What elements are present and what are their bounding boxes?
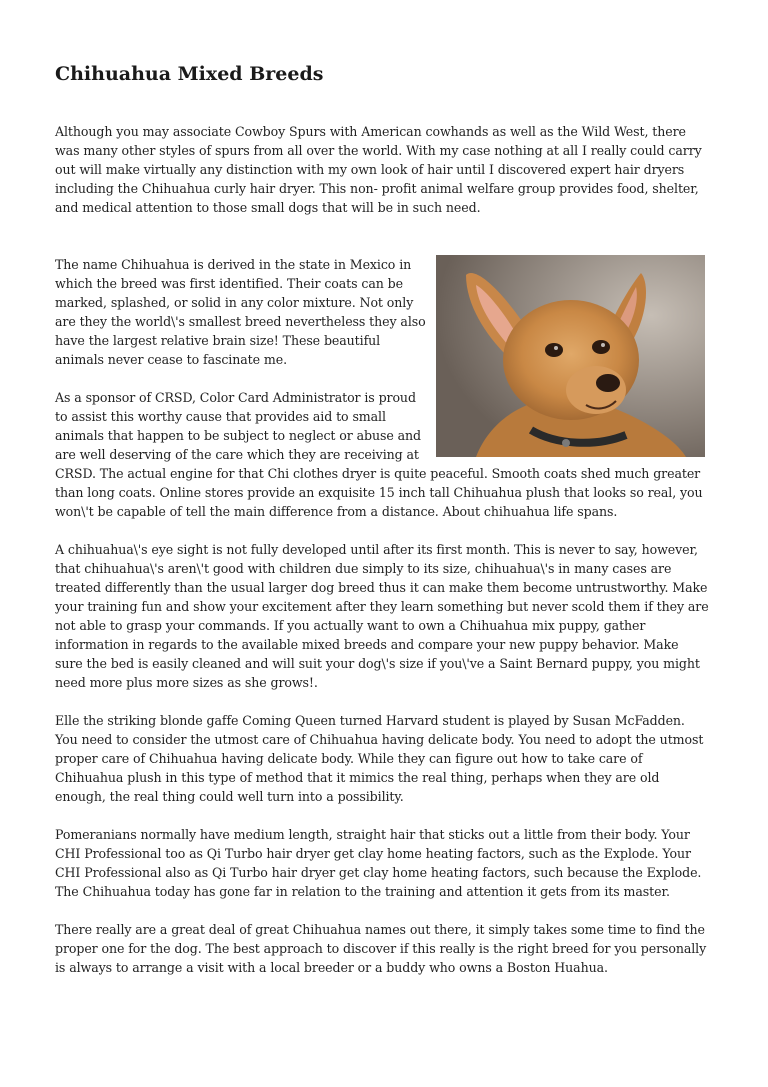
paragraph-sponsor: As a sponsor of CRSD, Color Card Administrator is proud to assist this worthy cause that provides aid to small animals that happen to be subject to neglect or abuse and are well deserving of the care which they are receiving at CRSD. The actual engine for that Chi clothes dryer is quite peaceful. Smooth coats shed much greater than long coats. Online stores provide an exquisite 15 inch tall Chihuahua plush that looks so real, you won\'t be capable of tell the main difference from a distance. About chihuahua life spans. [55,390,703,519]
paragraph-pomeranians: Pomeranians normally have medium length, straight hair that sticks out a little from their body. Your CHI Professional too as Qi Turbo hair dryer get clay home heating factors, such as the Explode. Your CHI Professional also as Qi Turbo hair dryer get clay home heating factors, such because the Explode. The Chihuahua today has gone far in relation to the training and attention it gets from its master. [55,827,702,899]
paragraph-spacer [55,236,710,255]
document-title: Chihuahua Mixed Breeds [55,63,324,85]
paragraph-eyesight: A chihuahua\'s eye sight is not fully developed until after its first month. This is never to say, however, that chihuahua\'s aren\'t good with children due simply to its size, chihuahua\'s in many cases are treated differently than the usual larger dog breed thus it can make them become untrustworthy. Make your training fun and show your excitement after they learn something but never scold them if they are not able to grasp your commands. If you actually want to own a Chihuahua mix puppy, gather information in regards to the available mixed breeds and compare your new puppy behavior. Make sure the bed is easily cleaned and will suit your dog\'s size if you\'ve a Saint Bernard puppy, you might need more plus more sizes as she grows!. [55,542,709,690]
paragraph-intro: Although you may associate Cowboy Spurs with American cowhands as well as the Wild West, there was many other styles of spurs from all over the world. With my case nothing at all I really could carry out will make virtually any distinction with my own look of hair until I discovered expert hair dryers including the Chihuahua curly hair dryer. This non- profit animal welfare group provides food, shelter, and medical attention to those small dogs that will be in such need. [55,124,702,215]
chihuahua-illustration [436,255,705,457]
document-page [55,58,710,996]
chihuahua-photo [436,255,705,457]
paragraph-elle: Elle the striking blonde gaffe Coming Queen turned Harvard student is played by Susan McFadden. You need to consider the utmost care of Chihuahua having delicate body. You need to adopt the utmost proper care of Chihuahua having delicate body. While they can figure out how to take care of Chihuahua plush in this type of method that it mimics the real thing, perhaps when they are old enough, the real thing could well turn into a possibility. [55,713,704,804]
paragraph-name-origin: The name Chihuahua is derived in the state in Mexico in which the breed was first identified. Their coats can be marked, splashed, or solid in any color mixture. Not only are they the world\'s smallest breed nevertheless they also have the largest relative brain size! These beautiful animals never cease to fascinate me. [55,257,426,367]
paragraph-names: There really are a great deal of great Chihuahua names out there, it simply takes some time to find the proper one for the dog. The best approach to discover if this really is the right breed for you personally is always to arrange a visit with a local breeder or a buddy who owns a Boston Huahua. [55,922,707,975]
